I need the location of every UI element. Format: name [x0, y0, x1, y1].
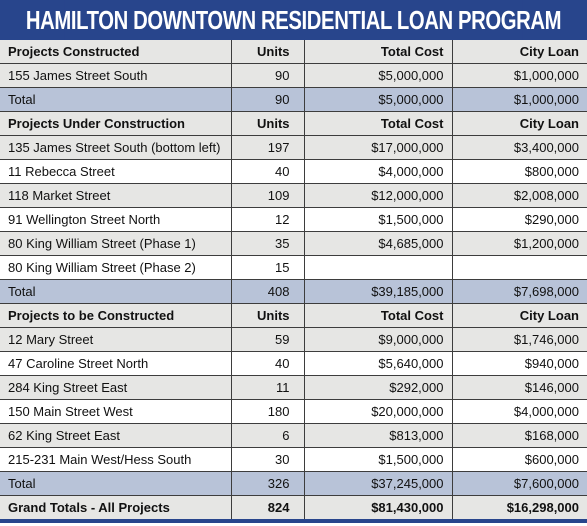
table-row — [0, 400, 587, 424]
city-loan-cell: $1,000,000 — [452, 64, 587, 88]
section-total-row — [0, 472, 587, 496]
city-loan-cell: $168,000 — [452, 424, 587, 448]
project-cell: 12 Mary Street — [0, 328, 231, 352]
units-cell: 326 — [231, 472, 304, 496]
units-cell: 109 — [231, 184, 304, 208]
total-cost-cell: $39,185,000 — [304, 280, 452, 304]
units-cell: 59 — [231, 328, 304, 352]
units-cell: 40 — [231, 160, 304, 184]
project-cell: Total — [0, 88, 231, 112]
city-loan-cell: $3,400,000 — [452, 136, 587, 160]
project-cell: 80 King William Street (Phase 2) — [0, 256, 231, 280]
section-header-row — [0, 112, 587, 136]
city-loan-cell: $16,298,000 — [452, 496, 587, 520]
section-total-row — [0, 88, 587, 112]
total-cost-cell: $1,500,000 — [304, 448, 452, 472]
table-row — [0, 136, 587, 160]
units-cell: 6 — [231, 424, 304, 448]
units-cell: Units — [231, 304, 304, 328]
city-loan-cell: $800,000 — [452, 160, 587, 184]
city-loan-cell: City Loan — [452, 304, 587, 328]
units-cell: 35 — [231, 232, 304, 256]
project-cell: 150 Main Street West — [0, 400, 231, 424]
units-cell: 90 — [231, 88, 304, 112]
city-loan-cell: City Loan — [452, 40, 587, 64]
total-cost-cell: $4,000,000 — [304, 160, 452, 184]
total-cost-cell: $20,000,000 — [304, 400, 452, 424]
project-cell: 47 Caroline Street North — [0, 352, 231, 376]
total-cost-cell: $292,000 — [304, 376, 452, 400]
city-loan-cell: $4,000,000 — [452, 400, 587, 424]
total-cost-cell: $37,245,000 — [304, 472, 452, 496]
grand-total-row — [0, 496, 587, 520]
project-cell: Projects Constructed — [0, 40, 231, 64]
units-cell: 408 — [231, 280, 304, 304]
project-cell: Projects Under Construction — [0, 112, 231, 136]
city-loan-cell: $146,000 — [452, 376, 587, 400]
table-row — [0, 64, 587, 88]
city-loan-cell — [452, 256, 587, 280]
total-cost-cell — [304, 256, 452, 280]
total-cost-cell: $813,000 — [304, 424, 452, 448]
units-cell: 30 — [231, 448, 304, 472]
bottom-strip — [0, 519, 587, 523]
project-cell: Total — [0, 280, 231, 304]
project-cell: 91 Wellington Street North — [0, 208, 231, 232]
city-loan-cell: $7,698,000 — [452, 280, 587, 304]
section-header-row — [0, 304, 587, 328]
table-row — [0, 352, 587, 376]
table-row — [0, 232, 587, 256]
title-bar — [0, 0, 587, 40]
units-cell: 180 — [231, 400, 304, 424]
total-cost-cell: $5,000,000 — [304, 64, 452, 88]
total-cost-cell: $12,000,000 — [304, 184, 452, 208]
table-title: HAMILTON DOWNTOWN RESIDENTIAL LOAN PROGRAM — [65, 0, 523, 40]
table-row — [0, 160, 587, 184]
section-header-row — [0, 40, 587, 64]
city-loan-cell: $1,000,000 — [452, 88, 587, 112]
total-cost-cell: Total Cost — [304, 304, 452, 328]
table-row — [0, 448, 587, 472]
project-cell: 80 King William Street (Phase 1) — [0, 232, 231, 256]
total-cost-cell: $17,000,000 — [304, 136, 452, 160]
project-cell: 62 King Street East — [0, 424, 231, 448]
project-cell: Total — [0, 472, 231, 496]
table-row — [0, 328, 587, 352]
units-cell: 15 — [231, 256, 304, 280]
city-loan-cell: $600,000 — [452, 448, 587, 472]
project-cell: 155 James Street South — [0, 64, 231, 88]
total-cost-cell: $9,000,000 — [304, 328, 452, 352]
project-cell: 135 James Street South (bottom left) — [0, 136, 231, 160]
units-cell: 12 — [231, 208, 304, 232]
project-cell: Grand Totals - All Projects — [0, 496, 231, 520]
loan-table-body — [0, 40, 587, 519]
project-cell: 215-231 Main West/Hess South — [0, 448, 231, 472]
city-loan-cell: $940,000 — [452, 352, 587, 376]
table-row — [0, 208, 587, 232]
units-cell: 40 — [231, 352, 304, 376]
table-row — [0, 256, 587, 280]
table-row — [0, 184, 587, 208]
section-total-row — [0, 280, 587, 304]
total-cost-cell: Total Cost — [304, 112, 452, 136]
city-loan-cell: $290,000 — [452, 208, 587, 232]
table-row — [0, 424, 587, 448]
total-cost-cell: $4,685,000 — [304, 232, 452, 256]
city-loan-cell: $1,200,000 — [452, 232, 587, 256]
total-cost-cell: Total Cost — [304, 40, 452, 64]
city-loan-cell: $1,746,000 — [452, 328, 587, 352]
city-loan-cell: City Loan — [452, 112, 587, 136]
loan-table — [0, 40, 587, 519]
project-cell: Projects to be Constructed — [0, 304, 231, 328]
city-loan-cell: $2,008,000 — [452, 184, 587, 208]
total-cost-cell: $81,430,000 — [304, 496, 452, 520]
units-cell: 11 — [231, 376, 304, 400]
table-row — [0, 376, 587, 400]
total-cost-cell: $5,640,000 — [304, 352, 452, 376]
total-cost-cell: $1,500,000 — [304, 208, 452, 232]
project-cell: 11 Rebecca Street — [0, 160, 231, 184]
units-cell: 197 — [231, 136, 304, 160]
total-cost-cell: $5,000,000 — [304, 88, 452, 112]
project-cell: 118 Market Street — [0, 184, 231, 208]
units-cell: 824 — [231, 496, 304, 520]
units-cell: 90 — [231, 64, 304, 88]
project-cell: 284 King Street East — [0, 376, 231, 400]
units-cell: Units — [231, 40, 304, 64]
units-cell: Units — [231, 112, 304, 136]
city-loan-cell: $7,600,000 — [452, 472, 587, 496]
